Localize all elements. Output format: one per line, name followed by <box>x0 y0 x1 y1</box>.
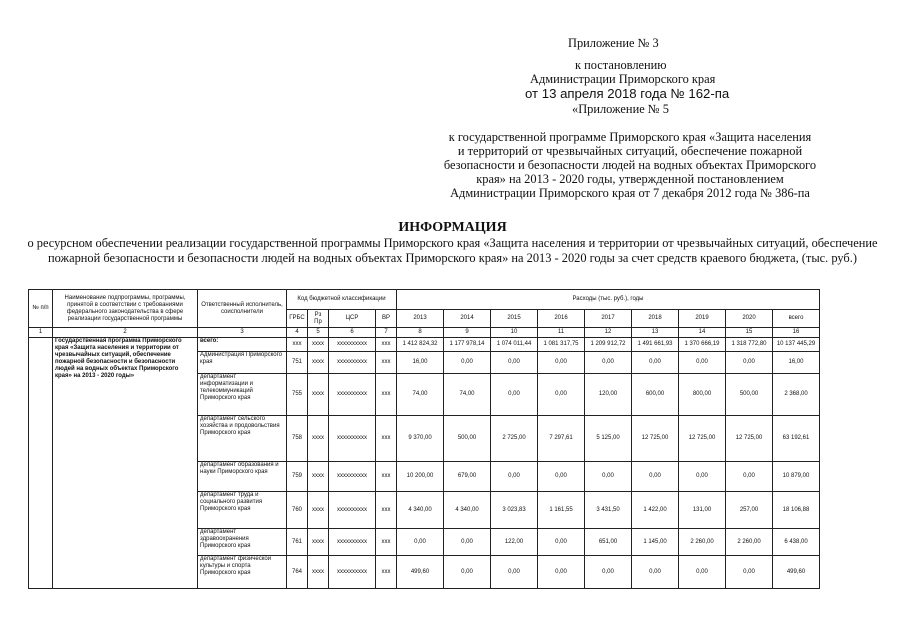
total-cell: 18 106,88 <box>773 492 820 529</box>
grbs-cell: 764 <box>287 556 308 589</box>
amount-cell: 2 260,00 <box>726 529 773 556</box>
amount-cell: 0,00 <box>491 374 538 416</box>
column-number: 4 <box>287 328 308 338</box>
total-cell: 6 438,00 <box>773 529 820 556</box>
header-appendix-5: «Приложение № 5 <box>572 102 669 116</box>
csr-cell: xxxxxxxxxx <box>329 529 376 556</box>
header-year: 2014 <box>444 310 491 328</box>
amount-cell: 679,00 <box>444 462 491 492</box>
amount-cell: 12 725,00 <box>632 416 679 462</box>
column-number: 3 <box>198 328 287 338</box>
amount-cell: 1 177 978,14 <box>444 338 491 352</box>
amount-cell: 257,00 <box>726 492 773 529</box>
amount-cell: 0,00 <box>444 556 491 589</box>
header-resolution-date: от 13 апреля 2018 года № 162-па <box>525 86 730 101</box>
program-ref-line: и территорий от чрезвычайных ситуаций, обеспечение пожарной <box>457 144 803 158</box>
amount-cell: 0,00 <box>679 462 726 492</box>
grbs-cell: xxx <box>287 338 308 352</box>
amount-cell: 0,00 <box>726 462 773 492</box>
rzpr-cell: xxxx <box>308 492 329 529</box>
column-number: 12 <box>585 328 632 338</box>
header-year: 2020 <box>726 310 773 328</box>
column-number: 16 <box>773 328 820 338</box>
rzpr-cell: xxxx <box>308 529 329 556</box>
header-administration: Администрации Приморского края <box>530 72 716 86</box>
rzpr-cell: xxxx <box>308 556 329 589</box>
column-number: 1 <box>29 328 53 338</box>
amount-cell: 9 370,00 <box>397 416 444 462</box>
amount-cell: 1 422,00 <box>632 492 679 529</box>
header-year: 2013 <box>397 310 444 328</box>
vr-cell: xxx <box>376 352 397 374</box>
csr-cell: xxxxxxxxxx <box>329 338 376 352</box>
csr-cell: xxxxxxxxxx <box>329 556 376 589</box>
amount-cell: 2 260,00 <box>679 529 726 556</box>
amount-cell: 120,00 <box>585 374 632 416</box>
vr-cell: xxx <box>376 529 397 556</box>
amount-cell: 499,60 <box>397 556 444 589</box>
header-resolution-ref: к постановлению <box>575 58 667 72</box>
amount-cell: 0,00 <box>679 352 726 374</box>
amount-cell: 600,00 <box>632 374 679 416</box>
csr-cell: xxxxxxxxxx <box>329 462 376 492</box>
amount-cell: 2 725,00 <box>491 416 538 462</box>
amount-cell: 4 340,00 <box>444 492 491 529</box>
vr-cell: xxx <box>376 416 397 462</box>
amount-cell: 0,00 <box>491 556 538 589</box>
grbs-cell: 761 <box>287 529 308 556</box>
column-number: 9 <box>444 328 491 338</box>
column-number: 7 <box>376 328 397 338</box>
amount-cell: 1 161,55 <box>538 492 585 529</box>
header-year: 2017 <box>585 310 632 328</box>
row-number-cell <box>29 338 53 589</box>
column-number: 5 <box>308 328 329 338</box>
total-cell: 10 137 445,29 <box>773 338 820 352</box>
grbs-cell: 751 <box>287 352 308 374</box>
amount-cell: 1 491 661,93 <box>632 338 679 352</box>
column-number: 8 <box>397 328 444 338</box>
column-number: 10 <box>491 328 538 338</box>
total-cell: 499,60 <box>773 556 820 589</box>
rzpr-cell: xxxx <box>308 374 329 416</box>
amount-cell: 0,00 <box>538 556 585 589</box>
total-cell: 16,00 <box>773 352 820 374</box>
table-row <box>29 338 820 352</box>
amount-cell: 0,00 <box>679 556 726 589</box>
header-total: всего <box>773 310 820 328</box>
grbs-cell: 759 <box>287 462 308 492</box>
amount-cell: 1 318 772,80 <box>726 338 773 352</box>
column-number: 13 <box>632 328 679 338</box>
amount-cell: 0,00 <box>632 556 679 589</box>
header-appendix-3: Приложение № 3 <box>568 36 659 50</box>
total-cell: 2 368,00 <box>773 374 820 416</box>
document-subtitle: о ресурсном обеспечении реализации государственной программы Приморского края «Защита населения и территории от чрезвычайных ситуаций, обеспечение пожарной безопасности и безопасности людей на водных объектах Приморского края» на 2013 - 2020 годы за счет средств краевого бюджета, (тыс. руб.) <box>27 236 878 265</box>
amount-cell: 500,00 <box>444 416 491 462</box>
amount-cell: 122,00 <box>491 529 538 556</box>
amount-cell: 74,00 <box>444 374 491 416</box>
resource-table <box>28 289 820 589</box>
amount-cell: 4 340,00 <box>397 492 444 529</box>
executor-cell: департамент труда и социального развития Приморского края <box>198 492 287 529</box>
executor-cell: департамент сельского хозяйства и продовольствия Приморского края <box>198 416 287 462</box>
vr-cell: xxx <box>376 374 397 416</box>
header-year: 2019 <box>679 310 726 328</box>
header-name: Наименование подпрограммы, программы, принятой в соответствии с требованиями федерального законодательства в сфере реализации государственной программы <box>53 290 198 328</box>
header-grbs: ГРБС <box>287 310 308 328</box>
amount-cell: 0,00 <box>632 462 679 492</box>
vr-cell: xxx <box>376 338 397 352</box>
amount-cell: 12 725,00 <box>726 416 773 462</box>
executor-cell: департамент информатизации и телекоммуникаций Приморского края <box>198 374 287 416</box>
amount-cell: 0,00 <box>397 529 444 556</box>
csr-cell: xxxxxxxxxx <box>329 492 376 529</box>
amount-cell: 500,00 <box>726 374 773 416</box>
amount-cell: 74,00 <box>397 374 444 416</box>
header-csr: ЦСР <box>329 310 376 328</box>
amount-cell: 0,00 <box>538 462 585 492</box>
amount-cell: 0,00 <box>585 462 632 492</box>
header-np: № п/п <box>29 290 53 328</box>
rzpr-cell: xxxx <box>308 338 329 352</box>
header-vr: ВР <box>376 310 397 328</box>
program-ref-line: к государственной программе Приморского края «Защита населения <box>448 130 812 144</box>
amount-cell: 0,00 <box>632 352 679 374</box>
amount-cell: 0,00 <box>726 352 773 374</box>
header-budget-codes: Код бюджетной классификации <box>287 290 397 310</box>
vr-cell: xxx <box>376 462 397 492</box>
header-expenses: Расходы (тыс. руб.), годы <box>397 290 820 310</box>
document-title: ИНФОРМАЦИЯ <box>398 220 507 235</box>
amount-cell: 0,00 <box>538 352 585 374</box>
amount-cell: 131,00 <box>679 492 726 529</box>
rzpr-cell: xxxx <box>308 352 329 374</box>
executor-cell: всего: <box>198 338 287 352</box>
grbs-cell: 758 <box>287 416 308 462</box>
amount-cell: 0,00 <box>444 529 491 556</box>
column-numbering-row <box>29 328 820 338</box>
header-year: 2015 <box>491 310 538 328</box>
program-ref-line: края» на 2013 - 2020 годы, утвержденной постановлением <box>476 172 784 186</box>
vr-cell: xxx <box>376 556 397 589</box>
rzpr-cell: xxxx <box>308 462 329 492</box>
amount-cell: 12 725,00 <box>679 416 726 462</box>
rzpr-cell: xxxx <box>308 416 329 462</box>
column-number: 11 <box>538 328 585 338</box>
csr-cell: xxxxxxxxxx <box>329 352 376 374</box>
amount-cell: 3 431,50 <box>585 492 632 529</box>
csr-cell: xxxxxxxxxx <box>329 374 376 416</box>
amount-cell: 1 209 912,72 <box>585 338 632 352</box>
header-year: 2018 <box>632 310 679 328</box>
amount-cell: 0,00 <box>538 529 585 556</box>
grbs-cell: 760 <box>287 492 308 529</box>
column-number: 14 <box>679 328 726 338</box>
program-name-cell: Государственная программа Приморского края «Защита населения и территории от чрезвычайных ситуаций, обеспечение пожарной безопасности и безопасности людей на водных объектах Приморского края» на 2013 - 2020 годы» <box>53 338 198 589</box>
amount-cell: 0,00 <box>585 556 632 589</box>
total-cell: 10 879,00 <box>773 462 820 492</box>
amount-cell: 0,00 <box>538 374 585 416</box>
executor-cell: департамент физической культуры и спорта Приморского края <box>198 556 287 589</box>
amount-cell: 651,00 <box>585 529 632 556</box>
csr-cell: xxxxxxxxxx <box>329 416 376 462</box>
header-rzpr: Рз Пр <box>308 310 329 328</box>
grbs-cell: 755 <box>287 374 308 416</box>
amount-cell: 16,00 <box>397 352 444 374</box>
header-executor: Ответственный исполнитель, соисполнители <box>198 290 287 328</box>
executor-cell: департамент здравоохранения Приморского края <box>198 529 287 556</box>
amount-cell: 1 074 011,44 <box>491 338 538 352</box>
program-ref-line: Администрации Приморского края от 7 декабря 2012 года № 386-па <box>450 186 810 200</box>
vr-cell: xxx <box>376 492 397 529</box>
amount-cell: 800,00 <box>679 374 726 416</box>
executor-cell: департамент образования и науки Приморского края <box>198 462 287 492</box>
amount-cell: 7 297,61 <box>538 416 585 462</box>
amount-cell: 1 370 666,19 <box>679 338 726 352</box>
header-year: 2016 <box>538 310 585 328</box>
amount-cell: 1 145,00 <box>632 529 679 556</box>
executor-cell: Администрация Приморского края <box>198 352 287 374</box>
amount-cell: 10 200,00 <box>397 462 444 492</box>
column-number: 15 <box>726 328 773 338</box>
program-ref-line: безопасности и безопасности людей на водных объектах Приморского <box>443 158 817 172</box>
program-reference <box>420 130 840 200</box>
amount-cell: 1 412 824,32 <box>397 338 444 352</box>
amount-cell: 0,00 <box>491 462 538 492</box>
amount-cell: 1 081 317,75 <box>538 338 585 352</box>
amount-cell: 5 125,00 <box>585 416 632 462</box>
amount-cell: 0,00 <box>444 352 491 374</box>
amount-cell: 0,00 <box>726 556 773 589</box>
amount-cell: 0,00 <box>491 352 538 374</box>
column-number: 6 <box>329 328 376 338</box>
amount-cell: 0,00 <box>585 352 632 374</box>
amount-cell: 3 023,83 <box>491 492 538 529</box>
total-cell: 63 192,61 <box>773 416 820 462</box>
column-number: 2 <box>53 328 198 338</box>
